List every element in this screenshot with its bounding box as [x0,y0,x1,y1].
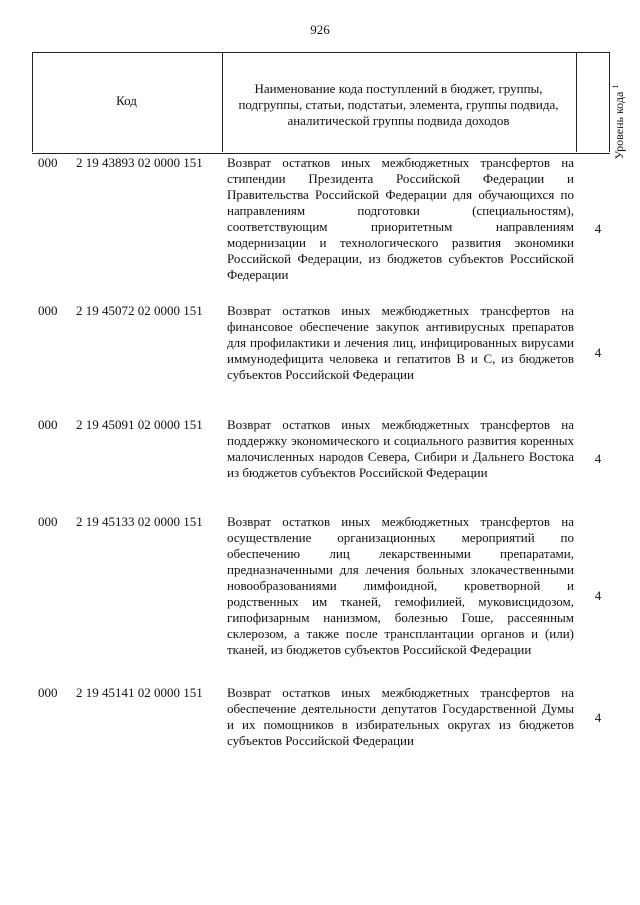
row-admin-code: 000 [38,685,58,700]
row-level: 4 [594,588,602,603]
row-level: 4 [594,345,602,360]
row-name: Возврат остатков иных межбюджетных трансфертов на стипендии Президента Российской Федерации и Правительства Российской Федерации для обучающихся по направлениям подготовки (специальностям), соответствующим приоритетным направлениям модернизации и технологического развития экономики Российской Федерации, из бюджетов субъектов Российской Федерации [227,155,574,282]
row-code: 2 19 43893 02 0000 151 [76,155,203,170]
row-code: 2 19 45072 02 0000 151 [76,303,203,318]
table-divider-code [222,52,223,152]
row-level: 4 [594,710,602,725]
table-row [32,682,610,762]
header-name: Наименование кода поступлений в бюджет, группы, подгруппы, статьи, подстатьи, элемента, группы подвида, аналитической группы подвида доходов [238,81,559,128]
row-code: 2 19 45091 02 0000 151 [76,417,203,432]
row-code: 2 19 45141 02 0000 151 [76,685,203,700]
row-name: Возврат остатков иных межбюджетных трансфертов на поддержку экономического и социального развития коренных малочисленных народов Севера, Сибири и Дальнего Востока из бюджетов субъектов Российской Федерации [227,417,574,480]
row-admin-code: 000 [38,303,58,318]
table-body [32,152,610,762]
row-admin-code: 000 [38,417,58,432]
header-level-label: Уровень кода [612,91,626,160]
table-row [32,511,610,682]
header-level-footnote: 1 [611,84,620,89]
header-code: Код [116,93,137,108]
table-divider-name [576,52,577,152]
table-row [32,152,610,300]
row-name: Возврат остатков иных межбюджетных трансфертов на осуществление организационных мероприятий по обеспечению лиц лекарственными препаратами, предназначенными для лечения больных злокачественными новообразованиями лимфоидной, кроветворной и родственных им тканей, гемофилией, муковисцидозом, гипофизарным нанизмом, болезнью Гоше, рассеянным склерозом, а также после трансплантации органов и (или) тканей, из бюджетов субъектов Российской Федерации [227,514,574,657]
row-admin-code: 000 [38,155,58,170]
table-row [32,300,610,414]
table-border-right [609,52,610,152]
row-code: 2 19 45133 02 0000 151 [76,514,203,529]
table-header [32,52,626,160]
table-border-left [32,52,33,152]
row-name: Возврат остатков иных межбюджетных трансфертов на финансовое обеспечение закупок антивирусных препаратов для профилактики и лечения лиц, инфицированных вирусами иммунодефицита человека и гепатитов В и С, из бюджетов субъектов Российской Федерации [227,303,574,382]
row-name: Возврат остатков иных межбюджетных трансфертов на обеспечение деятельности депутатов Государственной Думы и их помощников в избирательных округах из бюджетов субъектов Российской Федерации [227,685,574,748]
row-level: 4 [594,221,602,236]
table-row [32,414,610,511]
row-level: 4 [594,451,602,466]
row-admin-code: 000 [38,514,58,529]
page-number: 926 [310,22,330,37]
